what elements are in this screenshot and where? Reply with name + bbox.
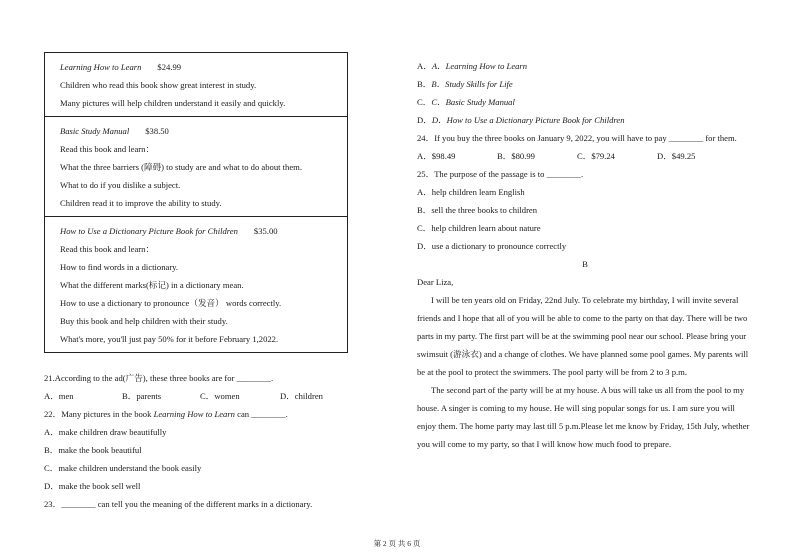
option-b: B．B．Study Skills for Life: [417, 79, 513, 89]
question-25: [417, 165, 753, 255]
stem-text: 22．Many pictures in the book: [44, 409, 154, 419]
option-a: A．men: [44, 391, 74, 401]
book-line: What to do if you dislike a subject.: [60, 180, 181, 190]
option-c: C．women: [200, 391, 240, 401]
option-b: B．$80.99: [497, 151, 535, 161]
option-a: A．make children draw beautifully: [44, 427, 167, 437]
option-b: B．make the book beautiful: [44, 445, 142, 455]
question-stem: 21.According to the ad(广告), these three books are for ________.: [44, 373, 274, 383]
book-line: Buy this book and help children with their study.: [60, 316, 228, 326]
stem-text: can ________.: [234, 409, 288, 419]
option-a: A．help children learn English: [417, 187, 525, 197]
book-price: $38.50: [145, 126, 169, 136]
option-a-text: A．Learning How to Learn: [431, 61, 528, 71]
option-a: A．A．Learning How to Learn: [417, 61, 528, 71]
book-line: Read this book and learn：: [60, 244, 155, 254]
book-line: How to use a dictionary to pronounce（发音） words correctly.: [60, 298, 282, 308]
page-footer: 第 2 页 共 6 页: [373, 539, 421, 548]
book-line: Children who read this book show great interest in study.: [60, 80, 257, 90]
option-b: B．sell the three books to children: [417, 205, 538, 215]
book-title: Basic Study Manual: [60, 126, 130, 136]
letter-paragraph-2: The second part of the party will be at my house. A bus will take us all from the pool to my house. A singer is coming to my house. He will sing popular songs for us. I am sure you will enjoy them. The home party may last till 5 p.m.Please let me know by Friday, 15th July, whether you will come to my party, so that I will know how much food to prepare.: [417, 385, 750, 449]
stem-book-title: Learning How to Learn: [153, 409, 235, 419]
letter: [417, 273, 753, 453]
option-d: D．use a dictionary to pronounce correctly: [417, 241, 567, 251]
options-row: [417, 147, 753, 165]
option-a: A．$98.49: [417, 151, 456, 161]
question-21: [44, 369, 348, 405]
option-b: B．parents: [122, 391, 162, 401]
option-d: D．D．How to Use a Dictionary Picture Book for Children: [417, 115, 625, 125]
option-c: C．C．Basic Study Manual: [417, 97, 515, 107]
option-d: D．children: [280, 391, 323, 401]
letter-greeting: Dear Liza,: [417, 277, 454, 287]
book-line: Read this book and learn：: [60, 144, 155, 154]
option-c-text: C．Basic Study Manual: [431, 97, 515, 107]
options-row: [44, 387, 348, 405]
right-column: [417, 57, 753, 453]
option-c: C．$79.24: [577, 151, 615, 161]
left-column: [44, 52, 348, 513]
option-b-text: B．Study Skills for Life: [431, 79, 513, 89]
ad-box: [44, 52, 348, 353]
book-line: Many pictures will help children understand it easily and quickly.: [60, 98, 286, 108]
ad-book-3: [45, 216, 347, 352]
book-title: Learning How to Learn: [60, 62, 142, 72]
question-23-options: [417, 57, 753, 129]
book-line: How to find words in a dictionary.: [60, 262, 179, 272]
question-stem: 25．The purpose of the passage is to ________.: [417, 169, 584, 179]
book-line: What the different marks(标记) in a dictionary mean.: [60, 280, 244, 290]
letter-paragraph-1: I will be ten years old on Friday, 22nd July. To celebrate my birthday, I will invite several friends and I hope that all of you will be able to come to the party on that day. There will be two parts in my party. The first part will be at the swimming pool near our school. Please bring your swimsuit (游泳衣) and a change of clothes. We have planned some pool games. My parents will be at the pool to protect the swimmers. The pool party will be from 2 to 3 p.m.: [417, 295, 749, 377]
question-24: [417, 129, 753, 165]
option-c: C．make children understand the book easily: [44, 463, 202, 473]
book-line: What the three barriers (障碍) to study are and what to do about them.: [60, 162, 302, 172]
ad-book-2: [45, 116, 347, 216]
question-23: [44, 495, 348, 513]
question-22: [44, 405, 348, 495]
option-c: C．help children learn about nature: [417, 223, 541, 233]
book-title: How to Use a Dictionary Picture Book for Children: [60, 226, 238, 236]
option-d: D．make the book sell well: [44, 481, 141, 491]
ad-book-1: [45, 53, 347, 116]
option-d: D．$49.25: [657, 151, 696, 161]
question-stem: 23．________ can tell you the meaning of the different marks in a dictionary.: [44, 499, 313, 509]
book-line: Children read it to improve the ability to study.: [60, 198, 222, 208]
book-line: What's more, you'll just pay 50% for it before February 1,2022.: [60, 334, 279, 344]
book-price: $35.00: [253, 226, 278, 236]
book-price: $24.99: [157, 62, 182, 72]
question-stem: 24．If you buy the three books on January 9, 2022, you will have to pay ________ for them.: [417, 133, 737, 143]
option-d-text: D．How to Use a Dictionary Picture Book for Children: [431, 115, 625, 125]
question-stem: [44, 405, 348, 423]
section-heading: B: [582, 259, 588, 269]
